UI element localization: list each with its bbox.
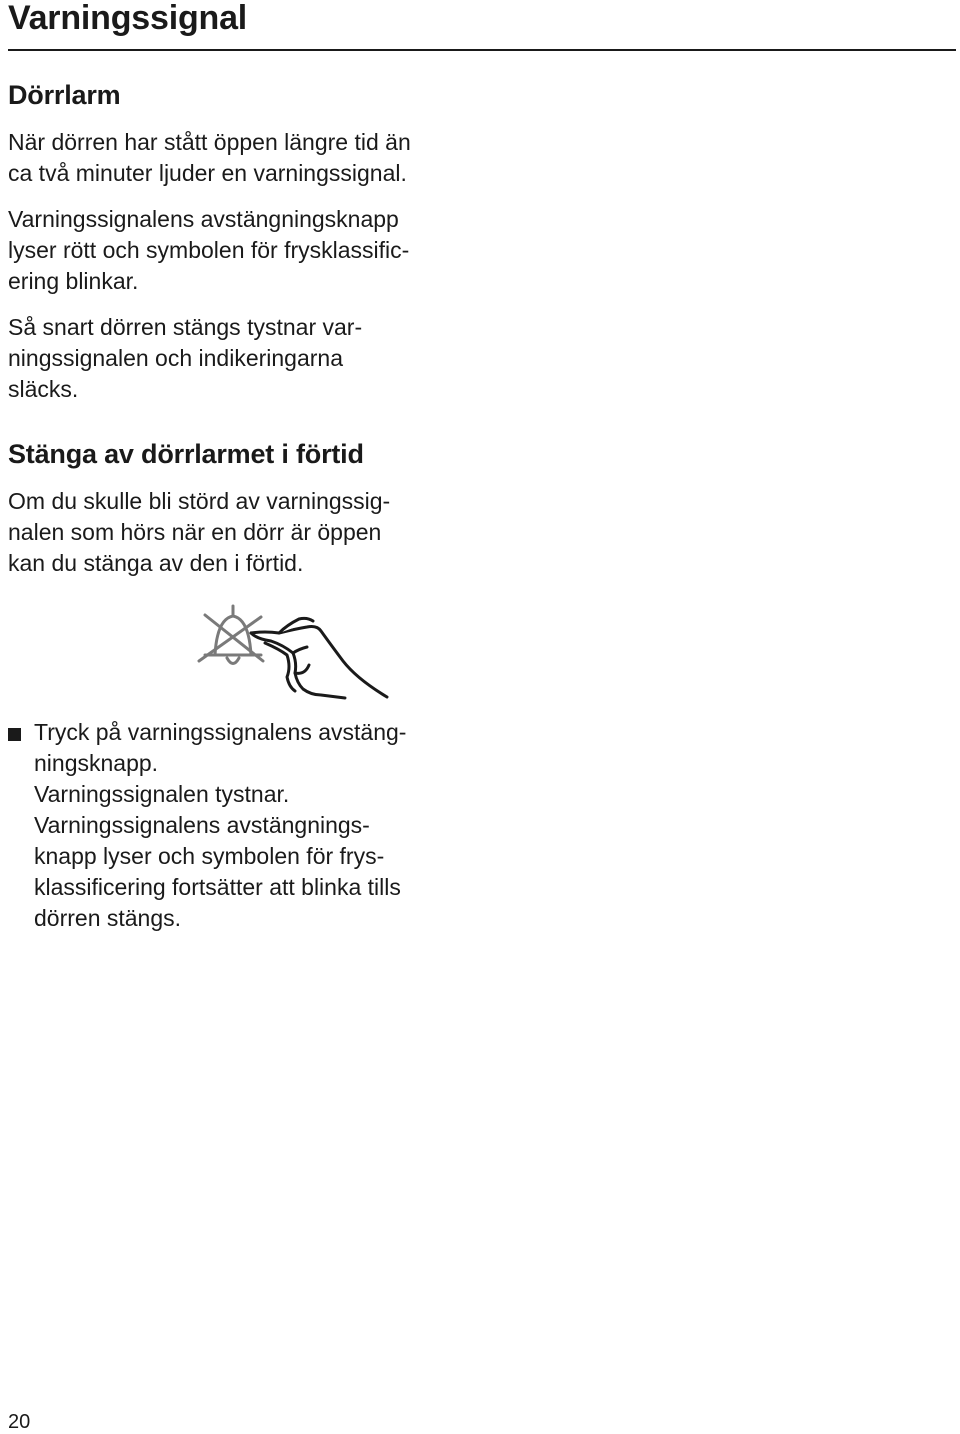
title-divider	[8, 49, 956, 51]
crossed-bell-with-finger-press-icon	[195, 603, 395, 701]
paragraph-turn-off-intro: Om du skulle bli störd av varningssig- nalen som hörs när en dörr är öppen kan du stänga av den i förtid.	[8, 488, 391, 576]
section-heading-turn-off-early: Stänga av dörrlarmet i förtid	[8, 439, 364, 469]
page-title: Varningssignal	[8, 0, 248, 37]
bullet-square-icon	[8, 728, 21, 741]
instruction-text: Tryck på varningssignalens avstäng- ningsknapp. Varningssignalen tystnar. Varningssignalens avstängnings- knapp lyser och symbolen för frys- klassificering fortsätter att blinka tills dörren stängs.	[34, 719, 407, 931]
section-heading-door-alarm: Dörrlarm	[8, 80, 121, 110]
paragraph-alarm-button-lit: Varningssignalens avstängningsknapp lyser rött och symbolen för frysklassific- ering blinkar.	[8, 206, 410, 294]
paragraph-door-open: När dörren har stått öppen längre tid än ca två minuter ljuder en varningssignal.	[8, 129, 411, 186]
page-number: 20	[8, 1411, 31, 1433]
paragraph-door-closed: Så snart dörren stängs tystnar var- ningssignalen och indikeringarna släcks.	[8, 314, 363, 402]
